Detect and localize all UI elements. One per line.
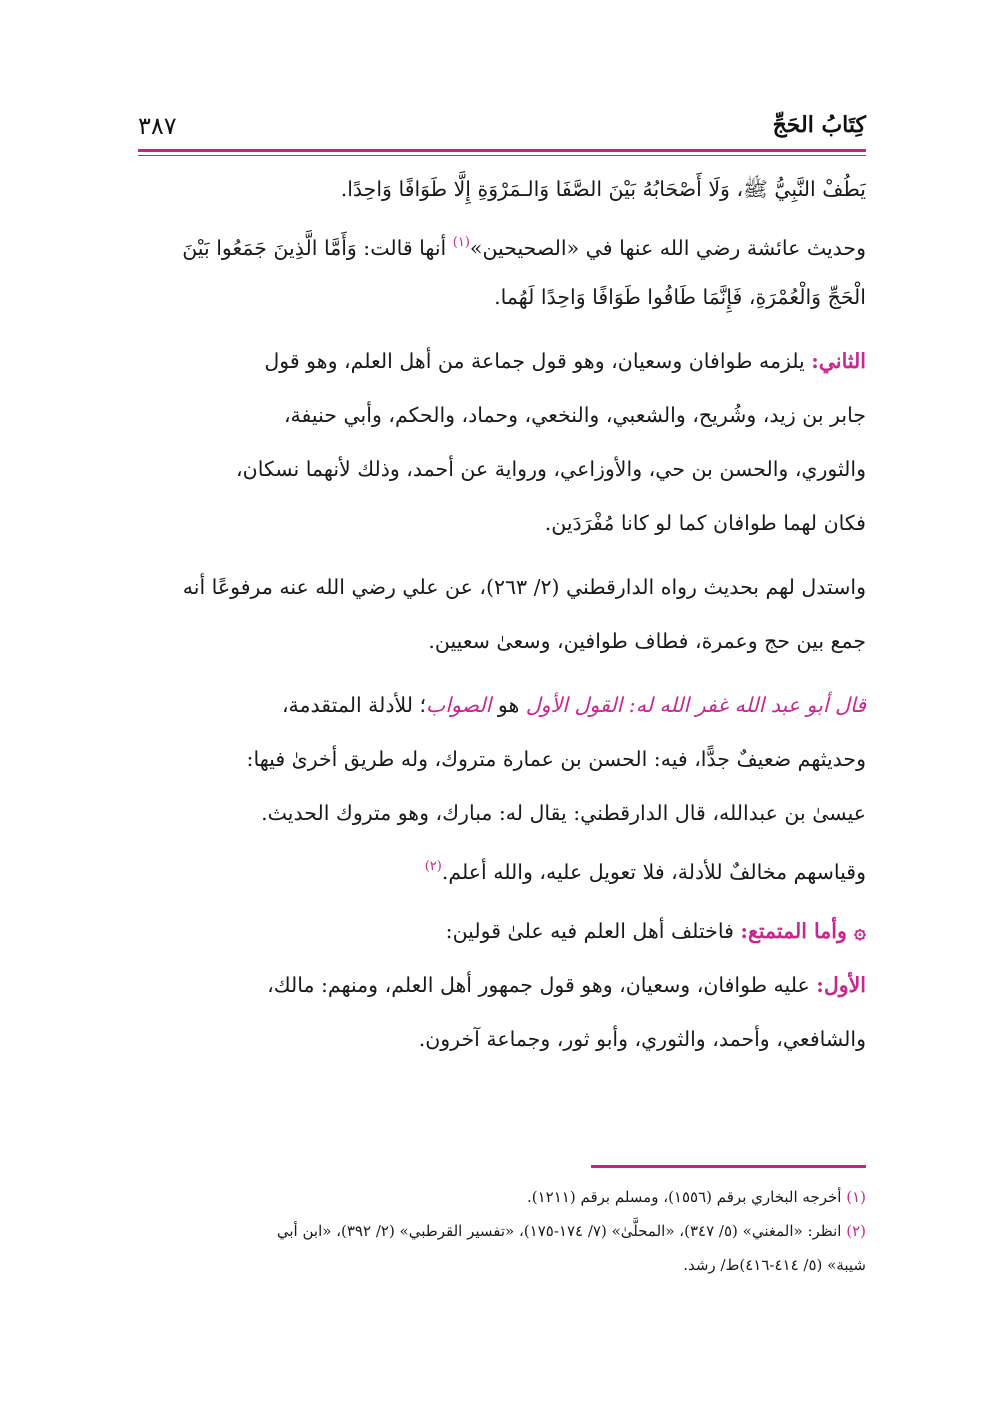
section-label: وأما المتمتع: xyxy=(740,919,854,943)
footnote-line xyxy=(136,1214,866,1248)
footnotes xyxy=(136,1180,866,1282)
text-line xyxy=(136,732,866,786)
line-text: عيسىٰ بن عبدالله، قال الدارقطني: يقال له: مبارك، وهو متروك الحديث. xyxy=(261,801,866,825)
header-rule-thin xyxy=(138,155,866,156)
author-attribution: قال أبو عبد الله غفر الله له: xyxy=(628,693,866,717)
line-text: وحديثهم ضعيفٌ جدًّا، فيه: الحسن بن عمارة متروك، وله طريق أخرىٰ فيها: xyxy=(246,747,866,771)
line-text: فاختلف أهل العلم فيه علىٰ قولين: xyxy=(445,919,741,943)
line-text: عليه طوافان، وسعيان، وهو قول جمهور أهل العلم، ومنهم: مالك، xyxy=(267,973,817,997)
footnote-number: (٢) xyxy=(846,1222,866,1240)
line-text: والثوري، والحسن بن حي، والأوزاعي، ورواية عن أحمد، وذلك لأنهما نسكان، xyxy=(236,457,866,481)
line-text: واستدل لهم بحديث رواه الدارقطني (٢/ ٢٦٣)، عن علي رضي الله عنه مرفوعًا أنه xyxy=(182,575,866,599)
text-line xyxy=(136,1012,866,1066)
line-text: يَطُفْ النَّبِيُّ ﷺ، وَلَا أَصْحَابُهُ بَيْنَ الصَّفَا وَالـمَرْوَةِ إِلَّا طَوَافًا وَاحِدًا. xyxy=(340,177,866,201)
text-line xyxy=(136,560,866,614)
line-text: جمع بين حج وعمرة، فطاف طوافين، وسعىٰ سعيين. xyxy=(428,629,866,653)
footnote-text: شيبة» (٥/ ٤١٤-٤١٦)ط/ رشد. xyxy=(683,1256,866,1274)
main-text xyxy=(136,162,866,1066)
footnote-line xyxy=(136,1248,866,1282)
footnote-text: انظر: «المغني» (٥/ ٣٤٧)، «المحلَّىٰ» (٧/ ١٧٤-١٧٥)، «تفسير القرطبي» (٢/ ٣٩٢)، «ابن أبي xyxy=(276,1222,847,1240)
text-line xyxy=(136,496,866,550)
text-line xyxy=(136,334,866,388)
footnote-number: (١) xyxy=(846,1188,866,1206)
footnote-ref[interactable]: (٢) xyxy=(424,859,442,874)
page-header xyxy=(138,106,866,150)
text-line xyxy=(136,270,866,324)
text-line xyxy=(136,904,866,958)
ornament-icon: ۞ xyxy=(853,919,866,943)
running-title: كِتَابُ الحَجِّ xyxy=(772,112,866,138)
page-number: ٣٨٧ xyxy=(138,112,177,140)
footnote-text: أخرجه البخاري برقم (١٥٥٦)، ومسلم برقم (١٢١١). xyxy=(527,1188,847,1206)
text-line xyxy=(136,442,866,496)
text-line xyxy=(136,614,866,668)
text-line xyxy=(136,216,866,270)
section-label: الأول: xyxy=(816,973,866,997)
line-text: والشافعي، وأحمد، والثوري، وأبو ثور، وجماعة آخرون. xyxy=(418,1027,866,1051)
footnote-separator xyxy=(591,1165,866,1168)
text-line xyxy=(136,840,866,894)
text-line xyxy=(136,786,866,840)
verdict-word: الصواب xyxy=(426,693,492,717)
verdict-phrase: القول الأول xyxy=(519,693,629,717)
text-line xyxy=(136,388,866,442)
line-text: أنها قالت: وَأَمَّا الَّذِينَ جَمَعُوا بَيْنَ xyxy=(182,236,453,260)
line-text: جابر بن زيد، وشُريح، والشعبي، والنخعي، وحماد، والحكم، وأبي حنيفة، xyxy=(283,403,866,427)
line-text: هو xyxy=(491,693,520,717)
text-line xyxy=(136,678,866,732)
line-text: وحديث عائشة رضي الله عنها في «الصحيحين» xyxy=(469,236,866,260)
line-text: الْحَجِّ وَالْعُمْرَةِ، فَإِنَّمَا طَافُوا طَوَافًا وَاحِدًا لَهُما. xyxy=(494,285,866,309)
line-text: ؛ للأدلة المتقدمة، xyxy=(281,693,427,717)
header-rule-thick xyxy=(138,149,866,152)
footnote-ref[interactable]: (١) xyxy=(452,235,470,250)
text-line xyxy=(136,958,866,1012)
line-text: فكان لهما طوافان كما لو كانا مُفْرَدَين. xyxy=(544,511,866,535)
text-line xyxy=(136,162,866,216)
footnote-line xyxy=(136,1180,866,1214)
section-label: الثاني: xyxy=(811,349,866,373)
line-text: وقياسهم مخالفٌ للأدلة، فلا تعويل عليه، والله أعلم. xyxy=(441,860,866,884)
line-text: يلزمه طوافان وسعيان، وهو قول جماعة من أهل العلم، وهو قول xyxy=(264,349,812,373)
